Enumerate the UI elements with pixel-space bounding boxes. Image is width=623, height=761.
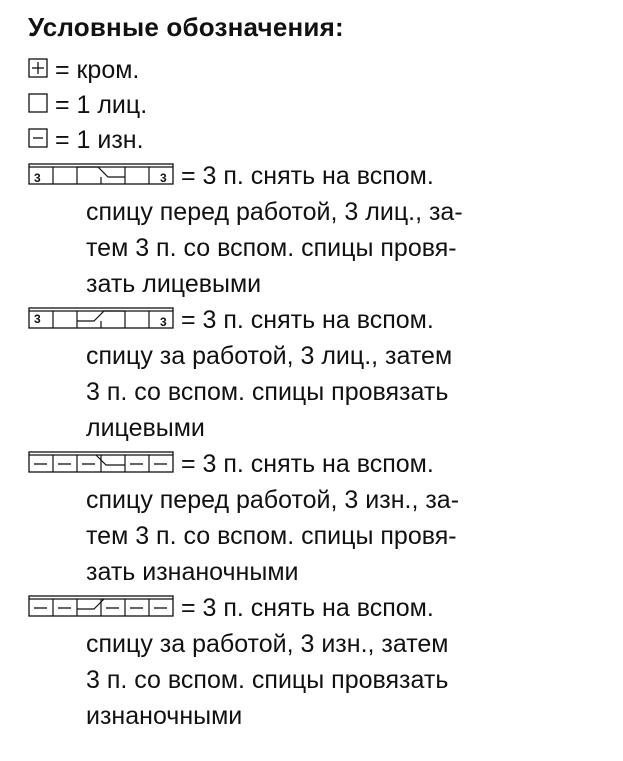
- legend-text-continued: зать лицевыми: [86, 270, 262, 298]
- legend-text-continued: 3 п. со вспом. спицы провязать: [86, 666, 449, 694]
- legend-text: = 3 п. снять на вспом.: [180, 306, 434, 334]
- legend-text-continued: зать изнаночными: [86, 558, 299, 586]
- legend-text: = кром.: [54, 56, 140, 84]
- legend-item-purl: [28, 122, 144, 158]
- symbol-number: 3: [34, 171, 41, 186]
- legend-text-continued: спицу за работой, 3 лиц., затем: [86, 342, 453, 370]
- legend-text: = 3 п. снять на вспом.: [180, 450, 434, 478]
- knit-stitch-icon: [28, 93, 48, 113]
- edge-stitch-plus-icon: [28, 58, 48, 78]
- legend-item-right-cable-knit: [28, 158, 434, 194]
- purl-stitch-icon: [28, 128, 48, 148]
- legend-title: Условные обозначения:: [28, 12, 344, 42]
- legend-text-continued: тем 3 п. со вспом. спицы провя-: [86, 522, 457, 550]
- legend-item-left-cable-purl: [28, 590, 434, 626]
- left-cable-3x3-knit-icon: [28, 307, 174, 329]
- legend-text-continued: спицу за работой, 3 изн., затем: [86, 630, 449, 658]
- legend-text-continued: 3 п. со вспом. спицы провязать: [86, 378, 449, 406]
- legend-text: = 1 лиц.: [54, 91, 148, 119]
- symbol-number: 3: [34, 312, 41, 327]
- left-cable-3x3-purl-icon: [28, 595, 174, 617]
- right-cable-3x3-knit-icon: [28, 163, 174, 185]
- legend-text: = 3 п. снять на вспом.: [180, 162, 434, 190]
- legend-text: = 3 п. снять на вспом.: [180, 594, 434, 622]
- legend-item-right-cable-purl: [28, 446, 434, 482]
- symbol-number: 3: [160, 315, 167, 330]
- symbol-number: 3: [160, 171, 167, 186]
- right-cable-3x3-purl-icon: [28, 451, 174, 473]
- legend-item-knit: [28, 87, 147, 123]
- legend-text-continued: изнаночными: [86, 702, 243, 730]
- legend-text-continued: спицу перед работой, 3 изн., за-: [86, 486, 460, 514]
- legend-text: = 1 изн.: [54, 126, 144, 154]
- legend-text-continued: тем 3 п. со вспом. спицы провя-: [86, 234, 457, 262]
- legend-item-edge-stitch: [28, 52, 139, 88]
- legend-text-continued: лицевыми: [86, 414, 205, 442]
- legend-item-left-cable-knit: [28, 302, 434, 338]
- legend-text-continued: спицу перед работой, 3 лиц., за-: [86, 198, 463, 226]
